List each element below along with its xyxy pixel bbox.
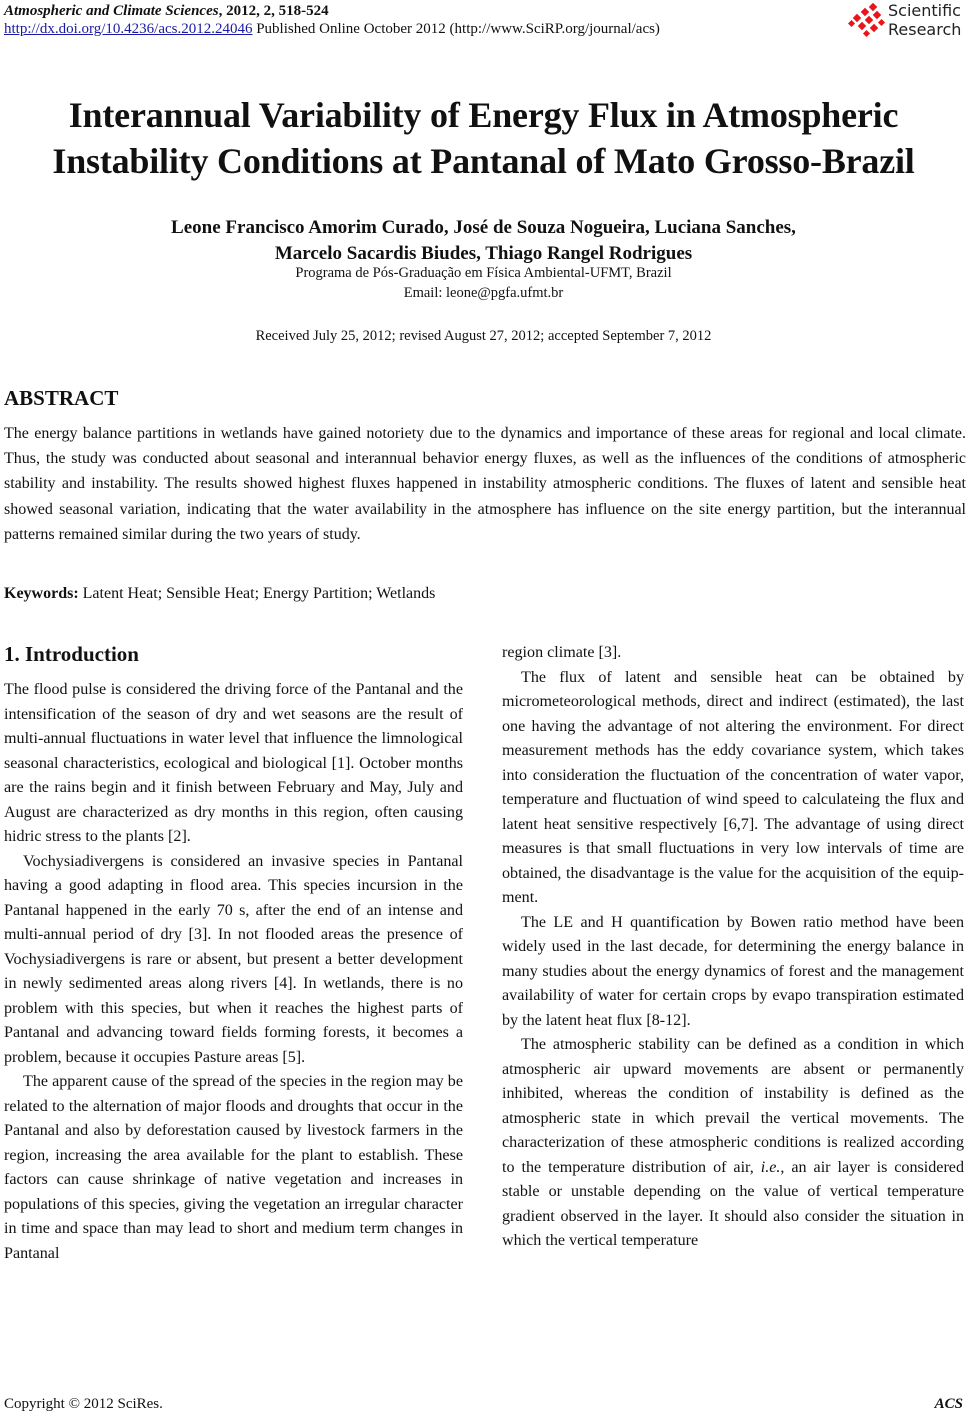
paragraph: The flux of latent and sensible heat can be obtained by micrometeorological methods, direct and indirect (estimated), the last one having the advantage of not altering the environment. For direct measurement methods has the eddy covariance system, which takes into consideration the fluctuation of the concentration of water vapor, temperature and fluctuation of wind speed to calculateing the flux and latent heat sensitive respectively [6,7]. The advantage of using direct measures is that small fluctuations in very low intervals of time are obtained, the disadvantage is the value for the acquisition of the equipment. bbox=[502, 668, 964, 906]
right-column bbox=[502, 641, 964, 1254]
abstract-heading: ABSTRACT bbox=[4, 386, 119, 410]
publication-line bbox=[4, 20, 660, 38]
authors-line-2: Marcelo Sacardis Biudes, Thiago Rangel Rodrigues bbox=[274, 243, 693, 264]
logo-line-scientific: Scientific bbox=[888, 1, 961, 20]
logo-line-research: Research bbox=[888, 20, 962, 39]
title-line-1: Interannual Variability of Energy Flux in Atmospheric bbox=[68, 95, 899, 135]
abstract-text: The energy balance partitions in wetlands have gained notoriety due to the dynamics and importance of these areas for regional and local climate. Thus, the study was conducted about seasonal and interannual behavior energy fluxes, as well as the influences of the conditions of atmospheric stability and instability. The results showed highest fluxes happened in instability atmospheric conditions. The fluxes of latent and sensible heat showed seasonal variation, indicating that the water availability in the atmosphere has influence on the site energy partition, but the interannual patterns remained similar during the two years of study. bbox=[4, 425, 966, 543]
paragraph-text: , an air layer is considered stable or unstable depending on the value of vertical temperature gradient observed in the layer. It should also consider the situation in which the vertical temperature bbox=[502, 1158, 965, 1249]
journal-name: Atmospheric and Climate Sciences bbox=[4, 3, 219, 19]
author-email: Email: leone@pgfa.ufmt.br bbox=[403, 285, 564, 301]
paragraph-text: The atmospheric stability can be defined as a condition in which atmospheric air upward movements are absent or permanently inhibited, whereas the condition of instability is defined as the atmospheric state in which prevail the vertical movements. The characterization of these atmospheric conditions is realized according to the temperature distribution of air, bbox=[502, 1036, 964, 1176]
published-online-text: Published Online October 2012 (http://www.SciRP.org/journal/acs) bbox=[252, 21, 660, 37]
authors-line-1: Leone Francisco Amorim Curado, José de Souza Nogueira, Luciana Sanches, bbox=[171, 217, 796, 238]
keywords bbox=[4, 583, 435, 605]
doi-link[interactable]: http://dx.doi.org/10.4236/acs.2012.24046 bbox=[4, 21, 253, 37]
section-heading-introduction: 1. Introduction bbox=[4, 642, 139, 666]
paragraph: The apparent cause of the spread of the species in the region may be related to the alternation of major floods and droughts that occur in the Pantanal and also by deforestation caused by livestock farmers in the region, increasing the area available for the plant to establish. These factors can cause shrinkage of native vegetation and increases in populations of this species, giving the vegetation an irregular character in time and space than may lead to short and medium term changes in Pantanal bbox=[4, 1073, 463, 1262]
logo-text bbox=[888, 1, 961, 39]
paragraph: The flood pulse is considered the driving force of the Pantanal and the intensification of the season of dry and wet seasons are the result of multi-annual fluctuations in water level that influence the limnological seasonal characteristics, ecological and biological [1]. October months are the rains begin and it finish between February and May, July and August are characterized as dry months in this region, often causing hidric stress to the plants [2]. bbox=[4, 681, 463, 845]
scientific-research-logo bbox=[848, 1, 967, 43]
journal-header bbox=[4, 2, 660, 38]
paragraph: The LE and H quantification by Bowen ratio method have been widely used in the last decade, for determining the energy balance in many studies about the energy dynamics of forest and the management availability of water for certain crops by evapo transpiration estimated by the latent heat flux [8-12]. bbox=[502, 913, 964, 1029]
journal-abbreviation: ACS bbox=[934, 1396, 963, 1412]
left-column bbox=[4, 641, 463, 1266]
journal-volume-pages: , 2012, 2, 518-524 bbox=[218, 3, 329, 19]
journal-citation bbox=[4, 2, 660, 20]
affiliation: Programa de Pós-Graduação em Física Ambiental-UFMT, Brazil bbox=[295, 265, 672, 281]
paper-title bbox=[0, 92, 967, 184]
italic-ie: i.e. bbox=[760, 1158, 781, 1176]
paragraph bbox=[502, 1033, 964, 1254]
keywords-label: Keywords: bbox=[4, 585, 79, 602]
keywords-list: Latent Heat; Sensible Heat; Energy Partition; Wetlands bbox=[78, 585, 436, 602]
received-dates: Received July 25, 2012; revised August 27, 2012; accepted September 7, 2012 bbox=[255, 328, 712, 344]
page-footer bbox=[4, 1395, 963, 1413]
paragraph-continuation: region climate [3]. bbox=[502, 644, 622, 661]
author-list bbox=[0, 215, 967, 267]
paragraph: Vochysiadivergens is considered an invasive species in Pantanal having a good adapting in flood area. This species incursion in the Pantanal happened in the early 70 s, after the end of an intense and multi-annual period of dry [3]. In not flooded areas the presence of Vochysiadivergens is rare or absent, but present a better development in newly sedimented areas along rivers [4]. In wetlands, there is no problem with this species, but when it reaches the highest parts of Pantanal and advancing toward fields forming forests, it becomes a problem, because it occupies Pasture areas [5]. bbox=[4, 852, 463, 1066]
affiliation-block bbox=[0, 263, 967, 303]
red-diamond-cluster-icon bbox=[848, 3, 888, 41]
copyright-text: Copyright © 2012 SciRes. bbox=[4, 1396, 163, 1412]
title-line-2: Instability Conditions at Pantanal of Mato Grosso-Brazil bbox=[52, 141, 915, 181]
